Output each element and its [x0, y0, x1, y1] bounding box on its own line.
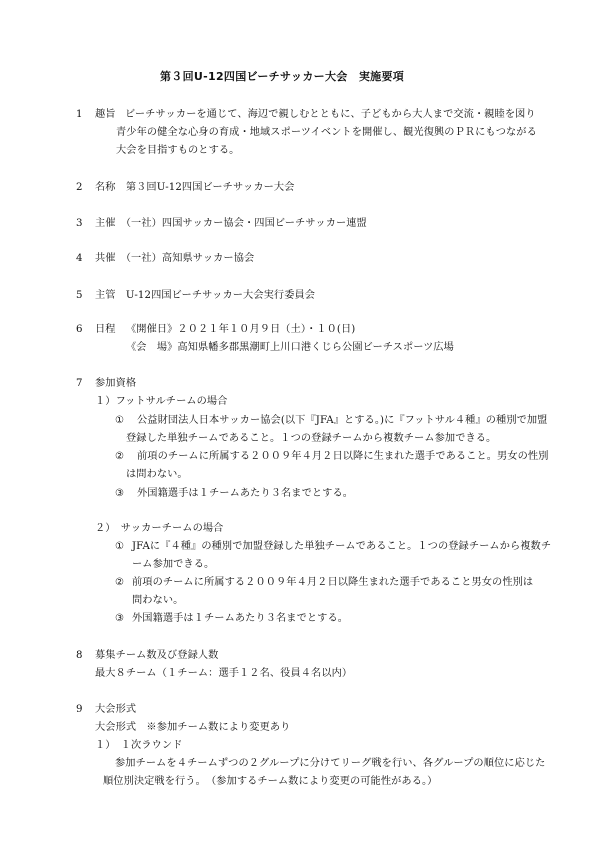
section-7-sub1-item-3-line-1: 外国籍選手は１チームあたり３名までとする。: [137, 488, 354, 499]
section-7-sub1-label: １）フットサルチームの場合: [95, 396, 228, 407]
section-6-venue: 《会 場》高知県幡多郡黒潮町上川口港くじら公園ビーチスポーツ広場: [126, 342, 454, 353]
section-9-number: 9: [76, 704, 83, 715]
section-7-sub2-item-3-line-1: 外国籍選手は１チームあたり３名までとする。: [132, 613, 349, 624]
section-6-label: 日程: [95, 324, 116, 335]
section-5-number: 5: [76, 290, 83, 301]
section-7-sub1-item-3-mark: ③: [115, 488, 125, 499]
section-7-sub1-item-2-mark: ②: [115, 451, 125, 462]
section-3-text: 主催 （一社）四国サッカー協会・四国ビーチサッカー連盟: [95, 218, 367, 229]
section-9-label: 大会形式: [95, 704, 137, 715]
section-7-sub2-item-2-line-2: 問わない。: [132, 595, 184, 606]
section-1-line-3: 大会を目指すものとする。: [116, 145, 240, 156]
section-7-sub2-label: ２） サッカーチームの場合: [95, 523, 224, 534]
section-7-sub1-item-1-mark: ①: [115, 415, 125, 426]
section-7-sub2-item-3-mark: ③: [115, 613, 125, 624]
section-7-sub2-item-2-line-1: 前項のチームに所属する２００９年４月２日以降生まれた選手であること男女の性別は: [132, 577, 534, 588]
section-7-sub2-item-1-line-1: JFAに『４種』の種別で加盟登録した単独チームであること。１つの登録チームから複数チ: [132, 541, 552, 552]
section-1-line-2: 青少年の健全な心身の育成・地域スポーツイベントを開催し、観光復興のＰＲにもつながる: [116, 127, 537, 138]
section-8-text: 最大８チーム（１チーム：選手１２名、役員４名以内）: [95, 668, 353, 679]
section-7-label: 参加資格: [95, 378, 137, 389]
section-7-sub1-item-1-line-2: 登録した単独チームであること。１つの登録チームから複数チーム参加できる。: [126, 433, 497, 444]
document-title: 第３回U-12四国ビーチサッカー大会 実施要項: [160, 70, 405, 83]
section-7-number: 7: [76, 378, 83, 389]
section-5-text: 主管 U-12四国ビーチサッカー大会実行委員会: [95, 290, 316, 301]
section-7-sub2-item-1-line-2: ーム参加できる。: [132, 559, 215, 570]
section-1-number: 1: [76, 109, 83, 120]
section-7-sub1-item-1-line-1: 公益財団法人日本サッカー協会(以下『JFA』とする。)に『フットサル４種』の種別で加盟: [137, 415, 548, 426]
section-4-text: 共催 （一社）高知県サッカー協会: [95, 253, 255, 264]
section-7-sub2-item-1-mark: ①: [115, 541, 125, 552]
section-2-number: 2: [76, 182, 83, 193]
section-4-number: 4: [76, 253, 83, 264]
section-9-line-2: 順位別決定戦を行う。 （参加するチーム数により変更の可能性がある。）: [103, 776, 438, 787]
section-3-number: 3: [76, 218, 83, 229]
section-2-text: 名称 第３回U-12四国ビーチサッカー大会: [95, 182, 295, 193]
section-9-line-1: 参加チームを４チームずつの２グループに分けてリーグ戦を行い、各グループの順位に応じた: [115, 758, 546, 769]
section-8-number: 8: [76, 650, 83, 661]
section-7-sub1-item-2-line-2: は問わない。: [126, 469, 188, 480]
section-7-sub2-item-2-mark: ②: [115, 577, 125, 588]
section-1-label: 趣旨: [95, 109, 116, 120]
section-1-line-1: ビーチサッカーを通じて、海辺で親しむとともに、子どもから大人まで交流・親睦を図り: [125, 109, 536, 120]
section-6-number: 6: [76, 324, 83, 335]
section-7-sub1-item-2-line-1: 前項のチームに所属する２００９年４月２日以降に生まれた選手であること。男女の性別: [137, 451, 549, 462]
section-6-date: 《開催日》２０２１年１０月９日（土）・１０(日): [126, 324, 356, 335]
section-9-note: 大会形式 ※参加チーム数により変更あり: [95, 722, 291, 733]
section-8-label: 募集チーム数及び登録人数: [95, 650, 219, 661]
section-9-sub1-label: １） １次ラウンド: [95, 740, 183, 751]
